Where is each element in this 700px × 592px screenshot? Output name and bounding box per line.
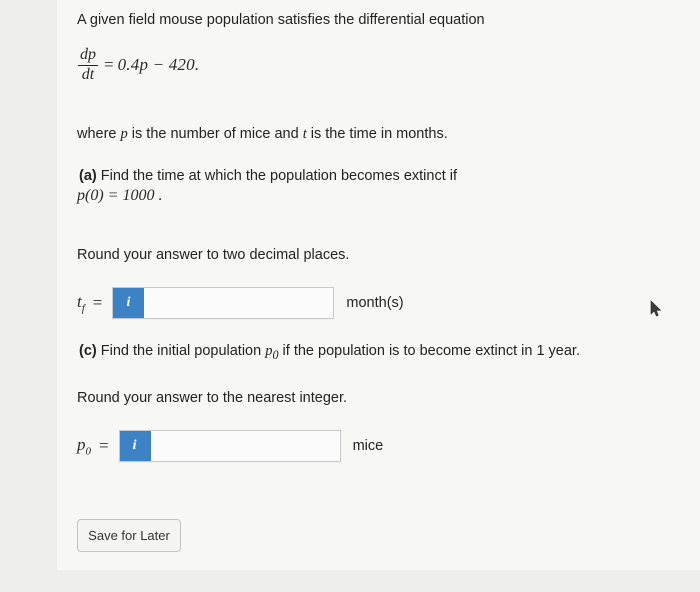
part-c-symbol: $p_0$ — [265, 343, 279, 362]
part-a-answer-input[interactable] — [144, 288, 333, 318]
differential-equation — [78, 47, 199, 84]
part-a-prompt — [79, 166, 457, 188]
part-c-unit-label: mice — [352, 438, 384, 454]
question-page — [57, 0, 700, 570]
part-c-input-group — [119, 430, 341, 462]
part-c-equals-sign: = — [99, 436, 109, 455]
part-c-text-after: if the population is to become extinct in 1 year. — [278, 343, 580, 359]
equation-equals-sign: = — [104, 55, 114, 75]
info-icon[interactable]: i — [113, 288, 144, 318]
part-a-unit-label: month(s) — [346, 295, 404, 311]
where-definition-line — [77, 124, 448, 146]
variable-t: t — [302, 126, 307, 142]
fraction-denominator: dt — [81, 65, 95, 83]
part-a-condition — [77, 187, 162, 205]
part-c-answer-input[interactable] — [151, 431, 340, 461]
part-a-input-group — [112, 287, 334, 319]
bottom-strip — [0, 570, 700, 592]
where-text-c: is the time in months. — [306, 126, 448, 142]
part-a-variable-label: $t_f$ — [77, 291, 85, 315]
part-a-condition-text: p(0) = 1000 . — [77, 187, 163, 204]
part-c-label: (c) — [79, 343, 97, 359]
part-a-answer-row — [77, 287, 404, 319]
part-a-rounding-note: Round your answer to two decimal places. — [77, 247, 350, 263]
part-c-text-before: Find the initial population — [96, 343, 266, 359]
part-c-variable-label: $p_0$ — [77, 434, 91, 458]
part-a-text: Find the time at which the population becomes extinct if — [96, 168, 458, 184]
problem-intro-text: A given field mouse population satisfies the differential equation — [77, 12, 485, 28]
where-text-a: where — [77, 126, 121, 142]
part-a-label: (a) — [79, 168, 97, 184]
part-c-answer-row — [77, 430, 383, 462]
info-icon[interactable]: i — [120, 431, 151, 461]
part-c-rounding-note: Round your answer to the nearest integer. — [77, 390, 348, 406]
where-text-b: is the number of mice and — [127, 126, 303, 142]
part-c-prompt — [79, 341, 580, 364]
equation-right-side: 0.4p − 420. — [117, 55, 200, 75]
left-margin — [0, 0, 57, 592]
variable-p: p — [120, 126, 128, 142]
derivative-fraction — [78, 47, 98, 84]
part-a-equals-sign: = — [92, 293, 103, 312]
save-for-later-button[interactable]: Save for Later — [77, 519, 181, 552]
fraction-numerator: dp — [80, 46, 96, 63]
